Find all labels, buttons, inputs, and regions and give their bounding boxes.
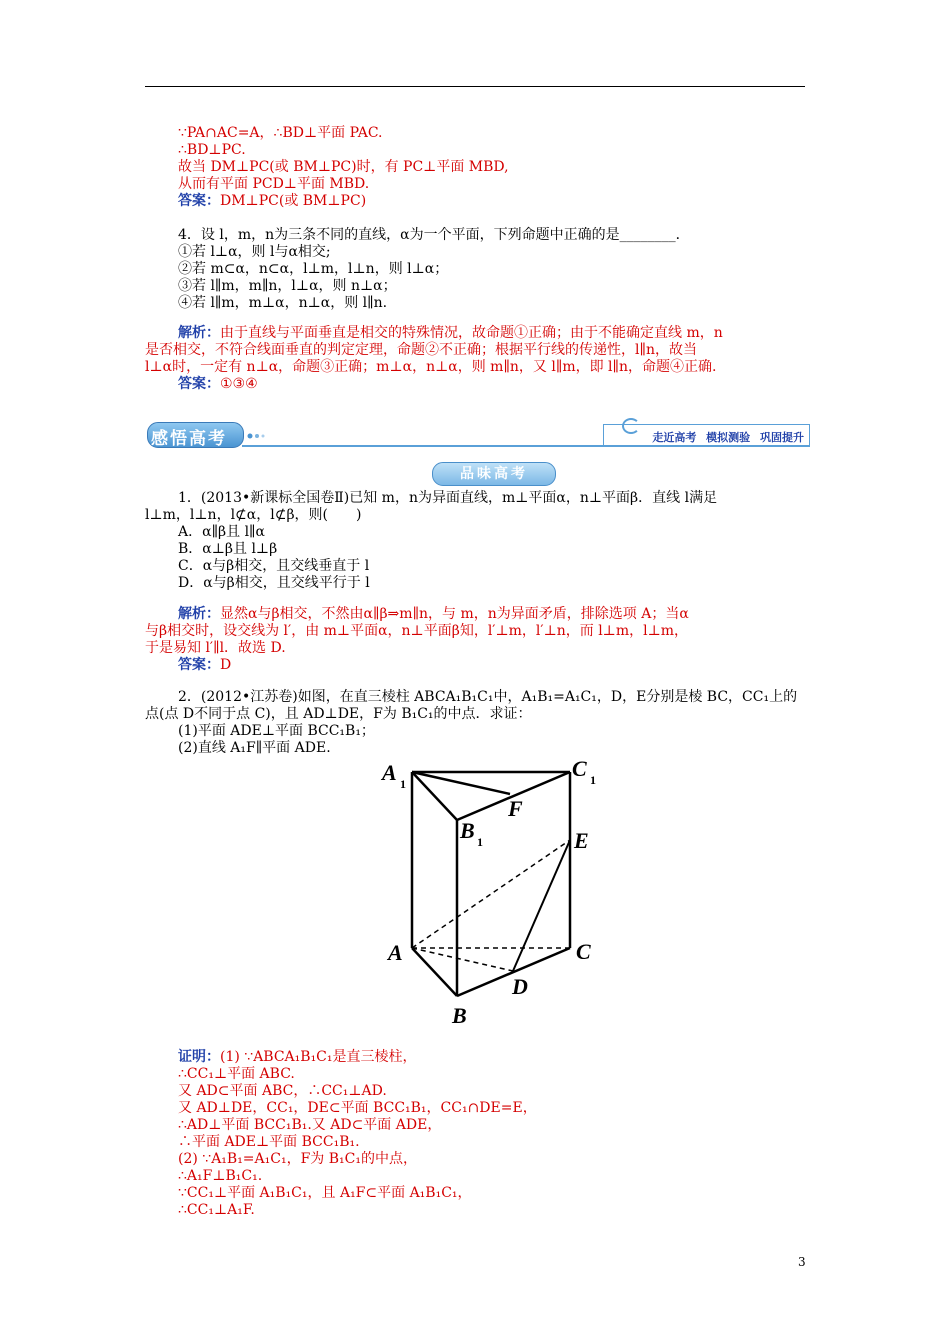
- label-f: F: [508, 796, 523, 821]
- question-option: ③若 l∥m，m∥n，l⊥α，则 n⊥α；: [178, 278, 397, 294]
- analysis-line: l⊥α时，一定有 n⊥α，命题③正确；m⊥α，n⊥α，则 m∥n，又 l∥m，即 l∥n，命题④正确.: [145, 359, 717, 375]
- label-c1-sub: 1: [590, 773, 596, 787]
- question-option: ①若 l⊥α，则 l与α相交;: [178, 244, 331, 260]
- prism-figure: [380, 758, 600, 1033]
- label-b: B: [452, 1003, 467, 1028]
- analysis-line: 与β相交时，设交线为 l′，由 m⊥平面α，n⊥平面β知，l′⊥m，l′⊥n，而 l⊥m，l⊥m，: [145, 623, 689, 639]
- label-a1: A: [382, 760, 397, 785]
- proof-line: 又 AD⊥DE，CC₁，DE⊂平面 BCC₁B₁，CC₁∩DE=E，: [178, 1100, 537, 1116]
- solution-line: 故当 DM⊥PC(或 BM⊥PC)时，有 PC⊥平面 MBD,: [178, 159, 509, 175]
- proof-line: ∴CC₁⊥A₁F.: [178, 1202, 255, 1218]
- proof-line: ∴平面 ADE⊥平面 BCC₁B₁.: [178, 1134, 360, 1150]
- problem-1-analysis: [145, 606, 810, 674]
- proof-line: (2) ∵A₁B₁=A₁C₁，F为 B₁C₁的中点，: [178, 1151, 417, 1167]
- question-option: ④若 l∥m，m⊥α，n⊥α，则 l∥n.: [178, 295, 388, 311]
- problem-2-proof: [178, 1049, 810, 1219]
- label-b1-sub: 1: [477, 835, 483, 849]
- edge-a1b1: [412, 772, 457, 820]
- question-option: ②若 m⊂α，n⊂α，l⊥m，l⊥n，则 l⊥α；: [178, 261, 449, 277]
- problem-stem: 1．(2013•新课标全国卷Ⅱ)已知 m，n为异面直线，m⊥平面α，n⊥平面β．直线 l满足: [178, 490, 718, 506]
- dots-icon: [247, 433, 269, 439]
- label-e: E: [574, 828, 589, 853]
- header-rule: [145, 86, 805, 87]
- problem-option: A．α∥β且 l∥α: [178, 524, 265, 540]
- sub-badge: 品味高考: [432, 462, 556, 486]
- analysis-line: 由于直线与平面垂直是相交的特殊情况，故命题①正确；由于不能确定直线 m，n: [220, 325, 723, 341]
- label-a: A: [388, 940, 403, 965]
- problem-option: B．α⊥β且 l⊥β: [178, 541, 278, 557]
- answer-label: 答案：: [178, 193, 220, 209]
- problem-2: [145, 689, 810, 757]
- answer-label: 答案：: [178, 657, 220, 673]
- edge-a1f: [412, 772, 510, 794]
- problem-option: C．α与β相交，且交线垂直于 l: [178, 558, 370, 574]
- banner-links: 走近高考 模拟测验 巩固提升: [652, 431, 804, 444]
- solution-line: ∵PA∩AC=A，∴BD⊥平面 PAC.: [178, 125, 383, 141]
- question-4-analysis: [145, 325, 810, 393]
- analysis-line: 是否相交，不符合线面垂直的判定定理，命题②不正确；根据平行线的传递性，l∥n，故当: [145, 342, 697, 358]
- answer-text: ①③④: [220, 376, 258, 392]
- analysis-label: 解析：: [178, 325, 220, 341]
- proof-label: 证明：: [178, 1049, 220, 1065]
- solution-line: 从而有平面 PCD⊥平面 MBD.: [178, 176, 370, 192]
- swirl-icon: [622, 418, 640, 434]
- question-stem: 4．设 l，m，n为三条不同的直线，α为一个平面，下列命题中正确的是________．: [178, 227, 690, 243]
- banner-title: 感悟高考: [151, 429, 227, 449]
- problem-stem: 2．(2012•江苏卷)如图，在直三棱柱 ABCA₁B₁C₁中，A₁B₁=A₁C₁，D，E分别是棱 BC，CC₁上的: [178, 689, 798, 705]
- label-d: D: [512, 974, 528, 999]
- proof-line: ∵CC₁⊥平面 A₁B₁C₁，且 A₁F⊂平面 A₁B₁C₁，: [178, 1185, 472, 1201]
- label-a1-sub: 1: [400, 777, 406, 791]
- problem-stem: 点(点 D不同于点 C)，且 AD⊥DE，F为 B₁C₁的中点．求证：: [145, 706, 532, 722]
- edge-ab: [412, 948, 457, 996]
- proof-line: ∴CC₁⊥平面 ABC.: [178, 1066, 295, 1082]
- analysis-label: 解析：: [178, 606, 220, 622]
- problem-part: (1)平面 ADE⊥平面 BCC₁B₁；: [178, 723, 375, 739]
- problem-1: [145, 490, 810, 592]
- label-c1: C: [572, 758, 587, 781]
- problem-part: (2)直线 A₁F∥平面 ADE.: [178, 740, 331, 756]
- answer-label: 答案：: [178, 376, 220, 392]
- top-solution: [178, 125, 810, 210]
- proof-line: ∴AD⊥平面 BCC₁B₁.又 AD⊂平面 ADE，: [178, 1117, 442, 1133]
- banner-line: [242, 445, 810, 447]
- proof-line: (1) ∵ABCA₁B₁C₁是直三棱柱，: [220, 1049, 417, 1065]
- answer-text: DM⊥PC(或 BM⊥PC): [220, 193, 367, 209]
- section-banner: [147, 416, 810, 448]
- problem-option: D．α与β相交，且交线平行于 l: [178, 575, 370, 591]
- solution-line: ∴BD⊥PC.: [178, 142, 246, 158]
- label-c: C: [576, 939, 591, 964]
- proof-line: 又 AD⊂平面 ABC，∴CC₁⊥AD.: [178, 1083, 387, 1099]
- proof-line: ∴A₁F⊥B₁C₁.: [178, 1168, 263, 1184]
- problem-stem: l⊥m，l⊥n，l⊄α，l⊄β，则( ): [145, 507, 362, 523]
- label-b1: B: [460, 818, 475, 843]
- answer-text: D: [220, 657, 232, 673]
- page-number: 3: [798, 1255, 806, 1269]
- analysis-line: 显然α与β相交，不然由α∥β⇒m∥n，与 m，n为异面矛盾，排除选项 A；当α: [220, 606, 689, 622]
- question-4: [178, 227, 810, 312]
- edge-ad-hidden: [412, 948, 513, 971]
- analysis-line: 于是易知 l′∥l．故选 D.: [145, 640, 286, 656]
